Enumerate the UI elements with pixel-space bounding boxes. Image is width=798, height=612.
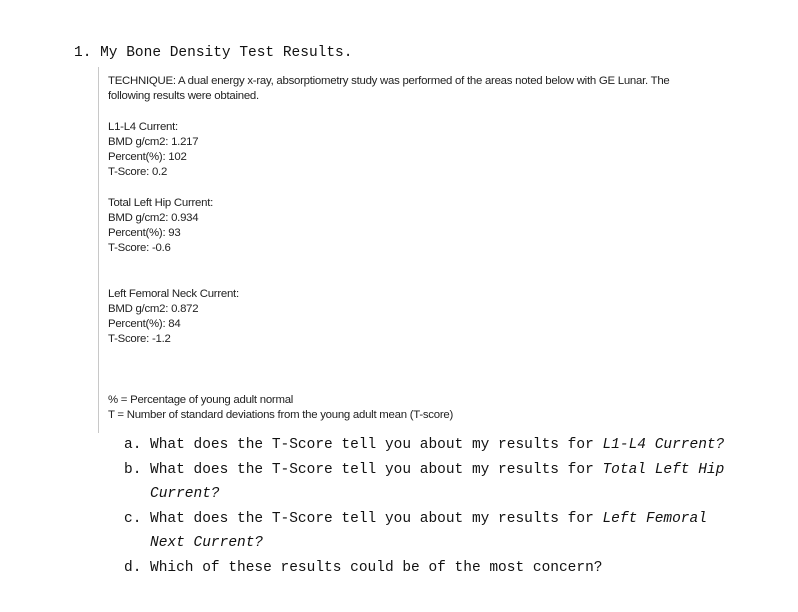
technique-text-line-2: following results were obtained.	[108, 90, 259, 102]
question-c-emphasis-continued: Next Current?	[150, 535, 264, 551]
tscore-total-left-hip: T-Score: -0.6	[108, 242, 171, 254]
legend-percent: % = Percentage of young adult normal	[108, 394, 294, 406]
question-b	[124, 460, 724, 480]
question-a	[124, 435, 724, 455]
bone-density-report	[98, 67, 738, 433]
bmd-total-left-hip: BMD g/cm2: 0.934	[108, 212, 199, 224]
question-c-emphasis: Left Femoral	[602, 511, 707, 527]
question-a-text: What does the T-Score tell you about my results for	[150, 437, 603, 453]
section-title-left-femoral-neck: Left Femoral Neck Current:	[108, 288, 239, 300]
section-title-total-left-hip: Total Left Hip Current:	[108, 197, 214, 209]
question-d	[124, 558, 602, 578]
question-heading: 1. My Bone Density Test Results.	[74, 45, 353, 61]
question-b-continuation	[150, 484, 220, 504]
tscore-left-femoral-neck: T-Score: -1.2	[108, 333, 171, 345]
question-d-text: Which of these results could be of the most concern?	[150, 560, 603, 576]
question-b-marker: b.	[124, 462, 142, 478]
question-b-emphasis: Total Left Hip	[602, 462, 725, 478]
bmd-l1-l4: BMD g/cm2: 1.217	[108, 136, 199, 148]
section-title-l1-l4: L1-L4 Current:	[108, 121, 178, 133]
technique-text-line-1: TECHNIQUE: A dual energy x-ray, absorptiometry study was performed of the areas noted below with GE Lunar. The	[108, 75, 670, 87]
question-b-emphasis-continued: Current?	[150, 486, 220, 502]
legend-tscore: T = Number of standard deviations from the young adult mean (T-score)	[108, 409, 454, 421]
question-b-text: What does the T-Score tell you about my results for	[150, 462, 603, 478]
bmd-left-femoral-neck: BMD g/cm2: 0.872	[108, 303, 199, 315]
percent-left-femoral-neck: Percent(%): 84	[108, 318, 181, 330]
question-d-marker: d.	[124, 560, 142, 576]
percent-l1-l4: Percent(%): 102	[108, 151, 187, 163]
question-c	[124, 509, 707, 529]
question-a-emphasis: L1-L4 Current?	[602, 437, 725, 453]
question-c-continuation	[150, 533, 263, 553]
question-c-marker: c.	[124, 511, 142, 527]
question-c-text: What does the T-Score tell you about my results for	[150, 511, 603, 527]
tscore-l1-l4: T-Score: 0.2	[108, 166, 168, 178]
percent-total-left-hip: Percent(%): 93	[108, 227, 181, 239]
question-a-marker: a.	[124, 437, 142, 453]
